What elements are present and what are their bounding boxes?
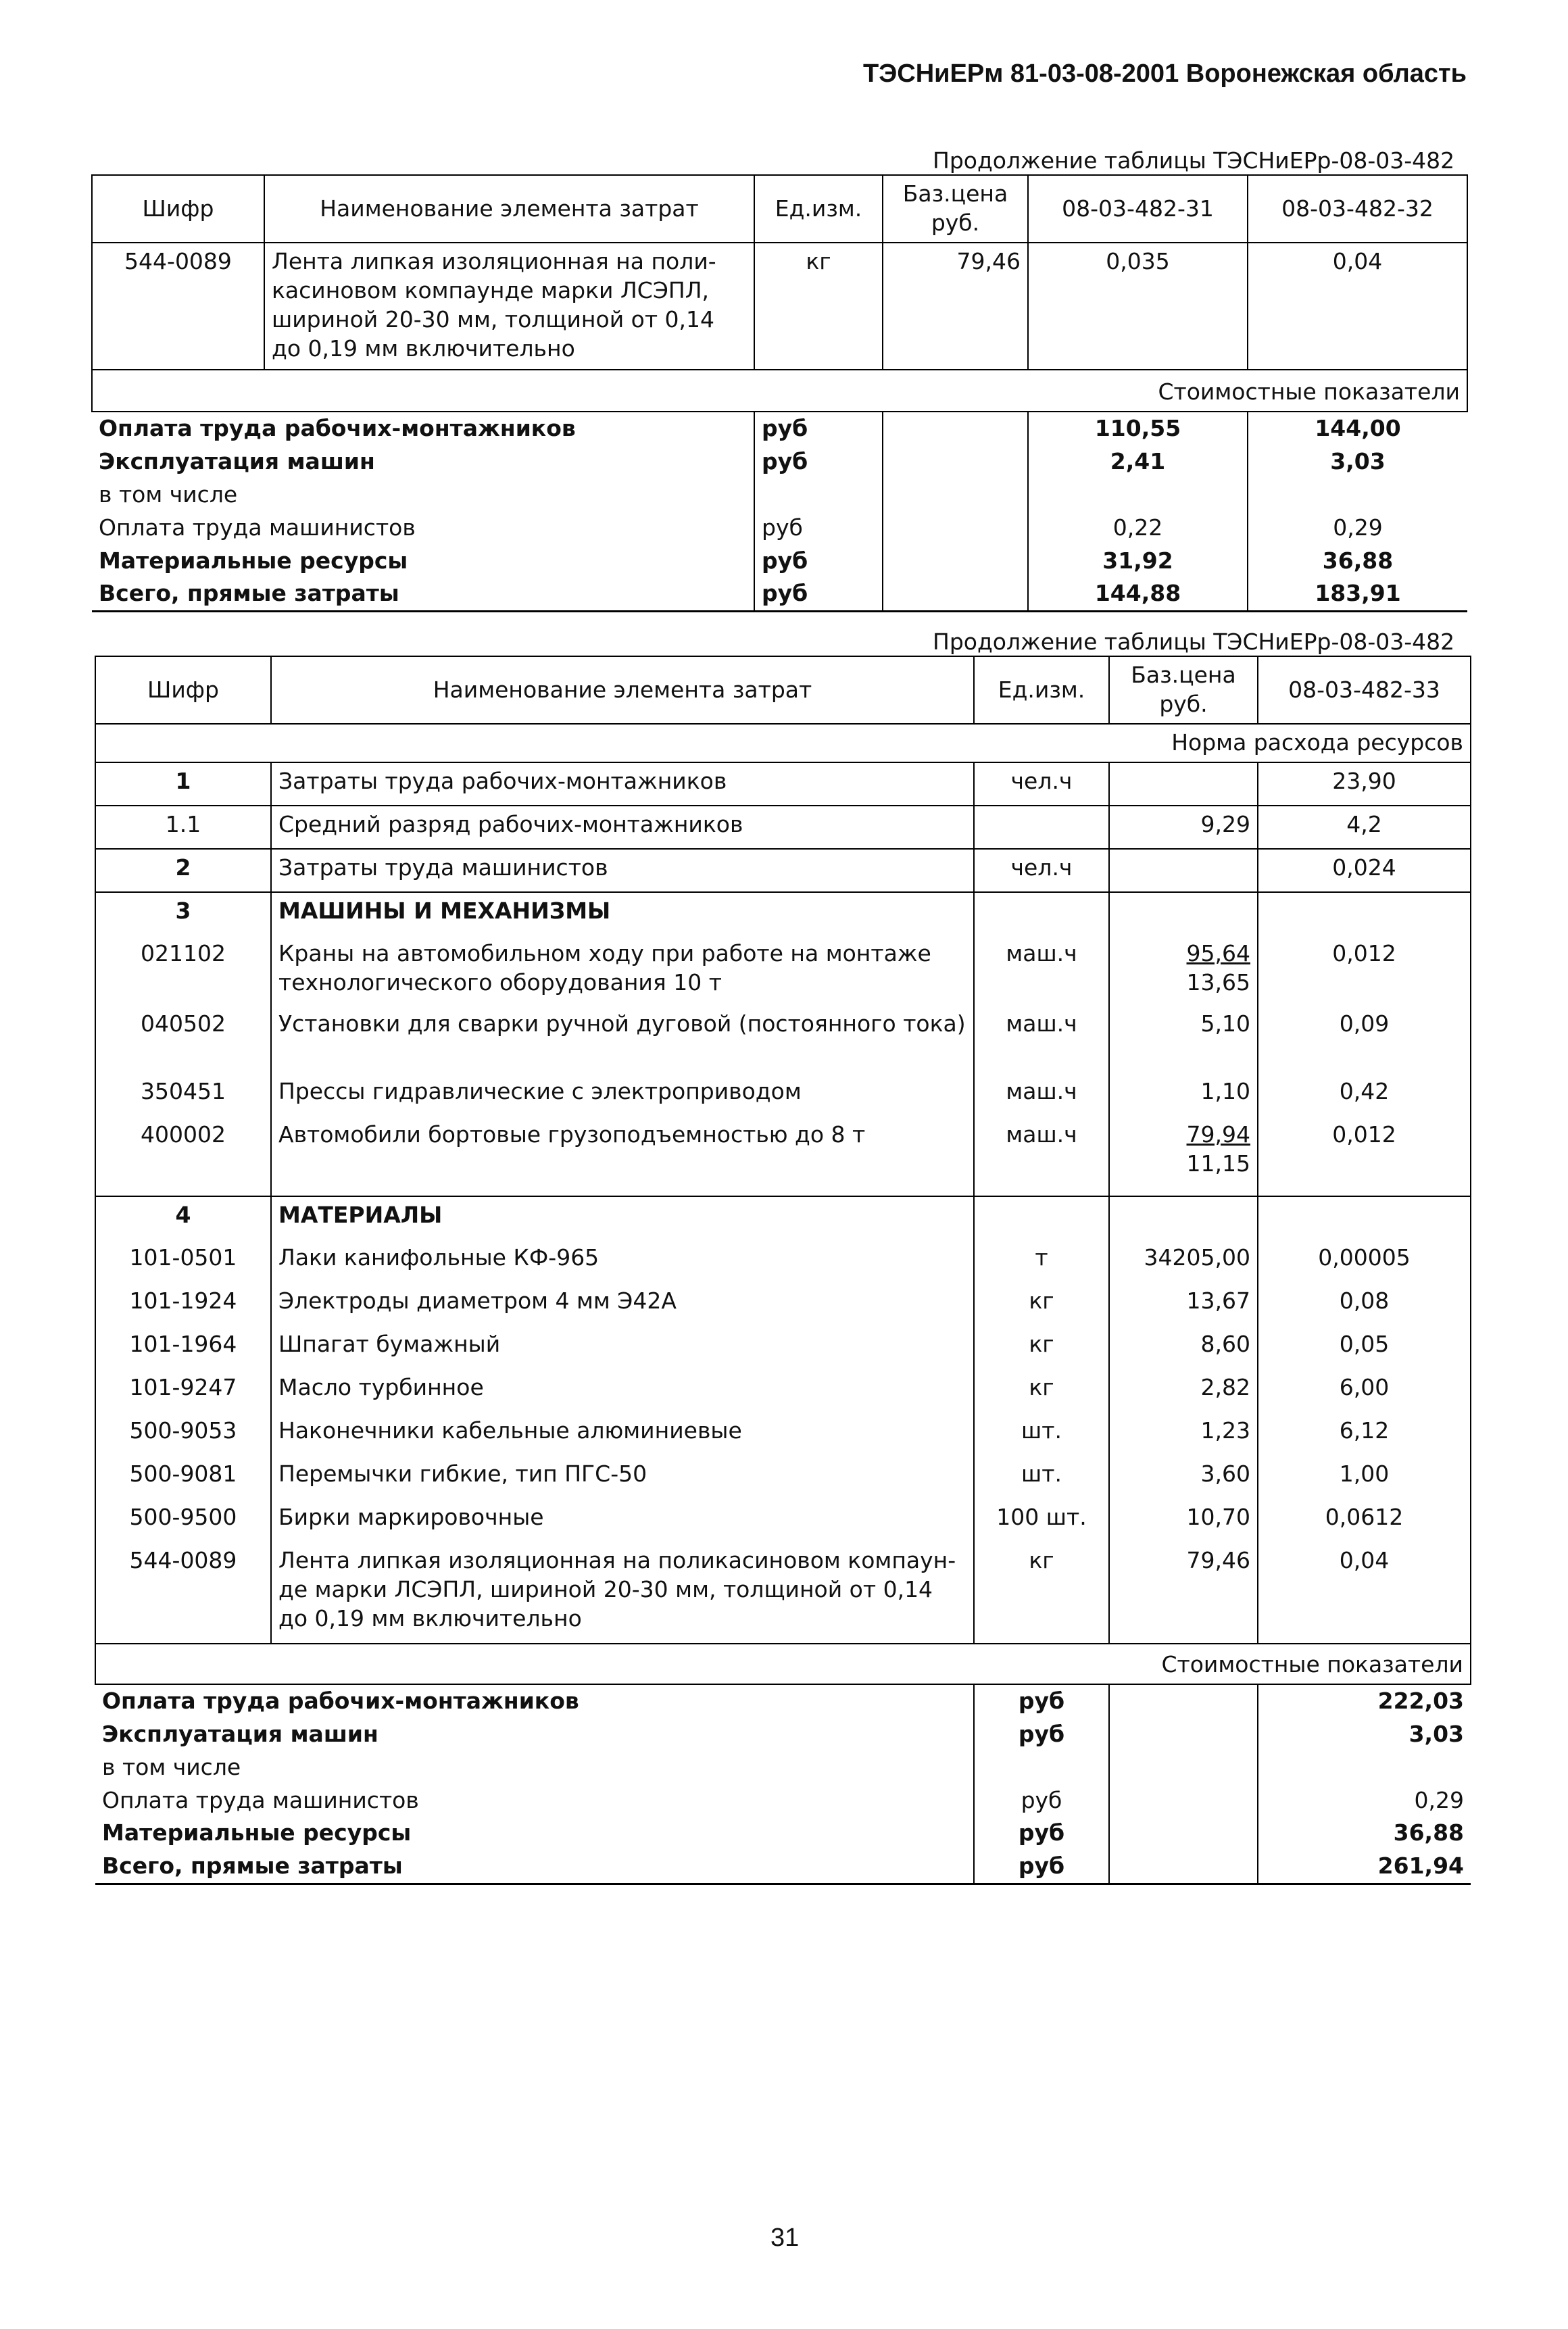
t1-sum-label: Материальные ресурсы xyxy=(92,545,754,578)
t1-row-unit: кг xyxy=(754,243,883,370)
t1-header-col2: 08-03-482-32 xyxy=(1248,175,1467,243)
table-row xyxy=(95,1369,1471,1413)
t2-sum-unit: руб xyxy=(974,1850,1109,1884)
t2-name: Установки для сварки ручной дуговой (постоянного тока) xyxy=(271,1006,974,1073)
t2-name: Масло турбинное xyxy=(271,1369,974,1413)
t2-price-secondary: 13,65 xyxy=(1186,969,1250,996)
table1 xyxy=(91,174,1468,612)
t2-name: Прессы гидравлические с электроприводом xyxy=(271,1073,974,1117)
table-row xyxy=(95,1499,1471,1542)
t2-price xyxy=(1109,849,1258,892)
t2-sum-label: Эксплуатация машин xyxy=(95,1718,974,1751)
t2-code: 350451 xyxy=(95,1073,271,1117)
t2-value: 23,90 xyxy=(1258,762,1471,806)
t2-price: 5,10 xyxy=(1109,1006,1258,1073)
table-row xyxy=(95,849,1471,892)
t2-sum-value: 0,29 xyxy=(1258,1784,1471,1817)
t2-value: 0,012 xyxy=(1258,1117,1471,1196)
t2-price: 95,64 xyxy=(1186,939,1250,966)
page-number: 31 xyxy=(770,2224,800,2252)
t2-sum-value: 261,94 xyxy=(1258,1850,1471,1884)
t2-unit: т xyxy=(974,1240,1109,1283)
table2-caption: Продолжение таблицы ТЭСНиЕРр-08-03-482 xyxy=(933,629,1455,655)
t1-header-code: Шифр xyxy=(92,175,264,243)
t2-price: 1,10 xyxy=(1109,1073,1258,1117)
t2-name: Краны на автомобильном ходу при работе на монтаже технологического оборудования 10 т xyxy=(271,935,974,1006)
t2-sum-label: в том числе xyxy=(95,1751,974,1784)
t2-value: 0,05 xyxy=(1258,1326,1471,1369)
t2-value: 4,2 xyxy=(1258,806,1471,849)
t2-unit: маш.ч xyxy=(974,1006,1109,1073)
t2-price: 79,94 xyxy=(1186,1121,1250,1148)
t2-value: 6,00 xyxy=(1258,1369,1471,1413)
t2-value: 0,0612 xyxy=(1258,1499,1471,1542)
table2 xyxy=(95,656,1471,1885)
t2-sum-unit: руб xyxy=(974,1817,1109,1850)
table-row xyxy=(95,806,1471,849)
t1-sum-v1: 0,22 xyxy=(1028,512,1248,545)
t1-sum-v2: 36,88 xyxy=(1248,545,1467,578)
t1-header-price: Баз.цена руб. xyxy=(883,175,1028,243)
t2-price: 79,46 xyxy=(1109,1542,1258,1644)
t1-sum-unit: руб xyxy=(754,545,883,578)
table-row xyxy=(95,1456,1471,1499)
t2-value: 0,00005 xyxy=(1258,1240,1471,1283)
t2-sum-unit: руб xyxy=(974,1784,1109,1817)
t1-sum-v1: 144,88 xyxy=(1028,577,1248,611)
t2-name: Электроды диаметром 4 мм Э42А xyxy=(271,1283,974,1326)
t2-value: 0,04 xyxy=(1258,1542,1471,1644)
t2-name: Лаки канифольные КФ-965 xyxy=(271,1240,974,1283)
t2-unit: 100 шт. xyxy=(974,1499,1109,1542)
table-row xyxy=(95,1413,1471,1456)
t2-sum-label: Материальные ресурсы xyxy=(95,1817,974,1850)
t1-header-unit: Ед.изм. xyxy=(754,175,883,243)
t1-sum-unit: руб xyxy=(754,577,883,611)
t2-value: 1,00 xyxy=(1258,1456,1471,1499)
t2-header-unit: Ед.изм. xyxy=(974,656,1109,724)
t1-sum-v2: 3,03 xyxy=(1248,445,1467,479)
table-row xyxy=(95,935,1471,1006)
t2-code: 101-9247 xyxy=(95,1369,271,1413)
t2-sum-value: 222,03 xyxy=(1258,1684,1471,1718)
table-row xyxy=(92,243,1467,370)
table-row xyxy=(95,1117,1471,1196)
t2-code: 1 xyxy=(95,762,271,806)
t2-name: Бирки маркировочные xyxy=(271,1499,974,1542)
t2-value: 0,012 xyxy=(1258,935,1471,1006)
t2-price: 10,70 xyxy=(1109,1499,1258,1542)
t2-name: Затраты труда машинистов xyxy=(271,849,974,892)
t2-code: 4 xyxy=(95,1196,271,1240)
t1-sum-unit: руб xyxy=(754,445,883,479)
t2-section-title: МАШИНЫ И МЕХАНИЗМЫ xyxy=(271,892,974,935)
t2-unit: кг xyxy=(974,1326,1109,1369)
t2-code: 2 xyxy=(95,849,271,892)
t1-sum-v1: 31,92 xyxy=(1028,545,1248,578)
t2-norm-label: Норма расхода ресурсов xyxy=(95,724,1471,762)
t2-name: Наконечники кабельные алюминиевые xyxy=(271,1413,974,1456)
t2-section-title: МАТЕРИАЛЫ xyxy=(271,1196,974,1240)
t2-value: 0,09 xyxy=(1258,1006,1471,1073)
t1-sum-v1: 110,55 xyxy=(1028,412,1248,445)
t2-value: 0,024 xyxy=(1258,849,1471,892)
t2-unit: чел.ч xyxy=(974,849,1109,892)
t2-unit: шт. xyxy=(974,1413,1109,1456)
t2-price: 13,67 xyxy=(1109,1283,1258,1326)
t2-header-col: 08-03-482-33 xyxy=(1258,656,1471,724)
table-row xyxy=(95,1542,1471,1644)
table-row xyxy=(95,762,1471,806)
t2-name: Автомобили бортовые грузоподъемностью до 8 т xyxy=(271,1117,974,1196)
t2-cost-label: Стоимостные показатели xyxy=(95,1644,1471,1684)
t2-value: 0,42 xyxy=(1258,1073,1471,1117)
t2-code: 101-1924 xyxy=(95,1283,271,1326)
t2-code: 021102 xyxy=(95,935,271,1006)
t2-header-code: Шифр xyxy=(95,656,271,724)
table-row xyxy=(95,892,1471,935)
t2-unit: шт. xyxy=(974,1456,1109,1499)
t2-code: 3 xyxy=(95,892,271,935)
t2-unit: кг xyxy=(974,1369,1109,1413)
t2-unit: маш.ч xyxy=(974,1073,1109,1117)
t2-price: 8,60 xyxy=(1109,1326,1258,1369)
t2-sum-value: 36,88 xyxy=(1258,1817,1471,1850)
t2-sum-value: 3,03 xyxy=(1258,1718,1471,1751)
table-row xyxy=(95,1240,1471,1283)
t2-sum-unit: руб xyxy=(974,1684,1109,1718)
t2-code: 500-9081 xyxy=(95,1456,271,1499)
t2-sum-label: Всего, прямые затраты xyxy=(95,1850,974,1884)
t1-sum-label: Эксплуатация машин xyxy=(92,445,754,479)
t1-sum-label: Всего, прямые затраты xyxy=(92,577,754,611)
t2-price-secondary: 11,15 xyxy=(1186,1150,1250,1177)
t1-sum-label: в том числе xyxy=(92,479,754,512)
t2-unit: маш.ч xyxy=(974,935,1109,1006)
t1-row-code: 544-0089 xyxy=(92,243,264,370)
t2-price: 3,60 xyxy=(1109,1456,1258,1499)
t1-row-v1: 0,035 xyxy=(1028,243,1248,370)
t2-value: 6,12 xyxy=(1258,1413,1471,1456)
t1-sum-unit: руб xyxy=(754,412,883,445)
table-row xyxy=(95,1073,1471,1117)
table1-caption: Продолжение таблицы ТЭСНиЕРр-08-03-482 xyxy=(933,147,1455,174)
t2-code: 500-9500 xyxy=(95,1499,271,1542)
t1-sum-v2: 144,00 xyxy=(1248,412,1467,445)
t2-sum-unit: руб xyxy=(974,1718,1109,1751)
t2-sum-label: Оплата труда рабочих-монтажников xyxy=(95,1684,974,1718)
t2-code: 101-1964 xyxy=(95,1326,271,1369)
t1-row-name: Лента липкая изоляционная на поли-касиновом компаунде марки ЛСЭПЛ, шириной 20-30 мм, толщиной от 0,14 до 0,19 мм включительно xyxy=(264,243,754,370)
t2-price xyxy=(1109,762,1258,806)
t2-price: 34205,00 xyxy=(1109,1240,1258,1283)
table-row xyxy=(95,1006,1471,1073)
t2-header-price: Баз.цена руб. xyxy=(1109,656,1258,724)
t2-name: Средний разряд рабочих-монтажников xyxy=(271,806,974,849)
t1-header-col1: 08-03-482-31 xyxy=(1028,175,1248,243)
t2-unit: чел.ч xyxy=(974,762,1109,806)
t2-name: Затраты труда рабочих-монтажников xyxy=(271,762,974,806)
t2-name: Перемычки гибкие, тип ПГС-50 xyxy=(271,1456,974,1499)
t2-unit: кг xyxy=(974,1542,1109,1644)
t1-sum-v2: 183,91 xyxy=(1248,577,1467,611)
table-row xyxy=(95,1283,1471,1326)
t2-name: Шпагат бумажный xyxy=(271,1326,974,1369)
t2-value: 0,08 xyxy=(1258,1283,1471,1326)
table-row xyxy=(95,1196,1471,1240)
t2-sum-label: Оплата труда машинистов xyxy=(95,1784,974,1817)
t2-code: 1.1 xyxy=(95,806,271,849)
t2-code: 040502 xyxy=(95,1006,271,1073)
t2-name: Лента липкая изоляционная на поликасиновом компаун-де марки ЛСЭПЛ, шириной 20-30 мм, толщиной от 0,14 до 0,19 мм включительно xyxy=(271,1542,974,1644)
t1-cost-label: Стоимостные показатели xyxy=(92,370,1467,412)
document-header: ТЭСНиЕРм 81-03-08-2001 Воронежская область xyxy=(863,59,1467,88)
t1-header-name: Наименование элемента затрат xyxy=(264,175,754,243)
t2-code: 400002 xyxy=(95,1117,271,1196)
t2-code: 544-0089 xyxy=(95,1542,271,1644)
t2-code: 500-9053 xyxy=(95,1413,271,1456)
t2-price: 1,23 xyxy=(1109,1413,1258,1456)
t1-sum-label: Оплата труда машинистов xyxy=(92,512,754,545)
t1-row-price: 79,46 xyxy=(883,243,1028,370)
t2-price: 2,82 xyxy=(1109,1369,1258,1413)
t1-row-v2: 0,04 xyxy=(1248,243,1467,370)
table-row xyxy=(95,1326,1471,1369)
t1-sum-label: Оплата труда рабочих-монтажников xyxy=(92,412,754,445)
t2-unit xyxy=(974,806,1109,849)
t2-unit: кг xyxy=(974,1283,1109,1326)
t2-unit: маш.ч xyxy=(974,1117,1109,1196)
t2-code: 101-0501 xyxy=(95,1240,271,1283)
t1-sum-v2: 0,29 xyxy=(1248,512,1467,545)
t1-sum-v1: 2,41 xyxy=(1028,445,1248,479)
t2-price: 9,29 xyxy=(1109,806,1258,849)
t1-sum-unit: руб xyxy=(754,512,883,545)
t2-header-name: Наименование элемента затрат xyxy=(271,656,974,724)
